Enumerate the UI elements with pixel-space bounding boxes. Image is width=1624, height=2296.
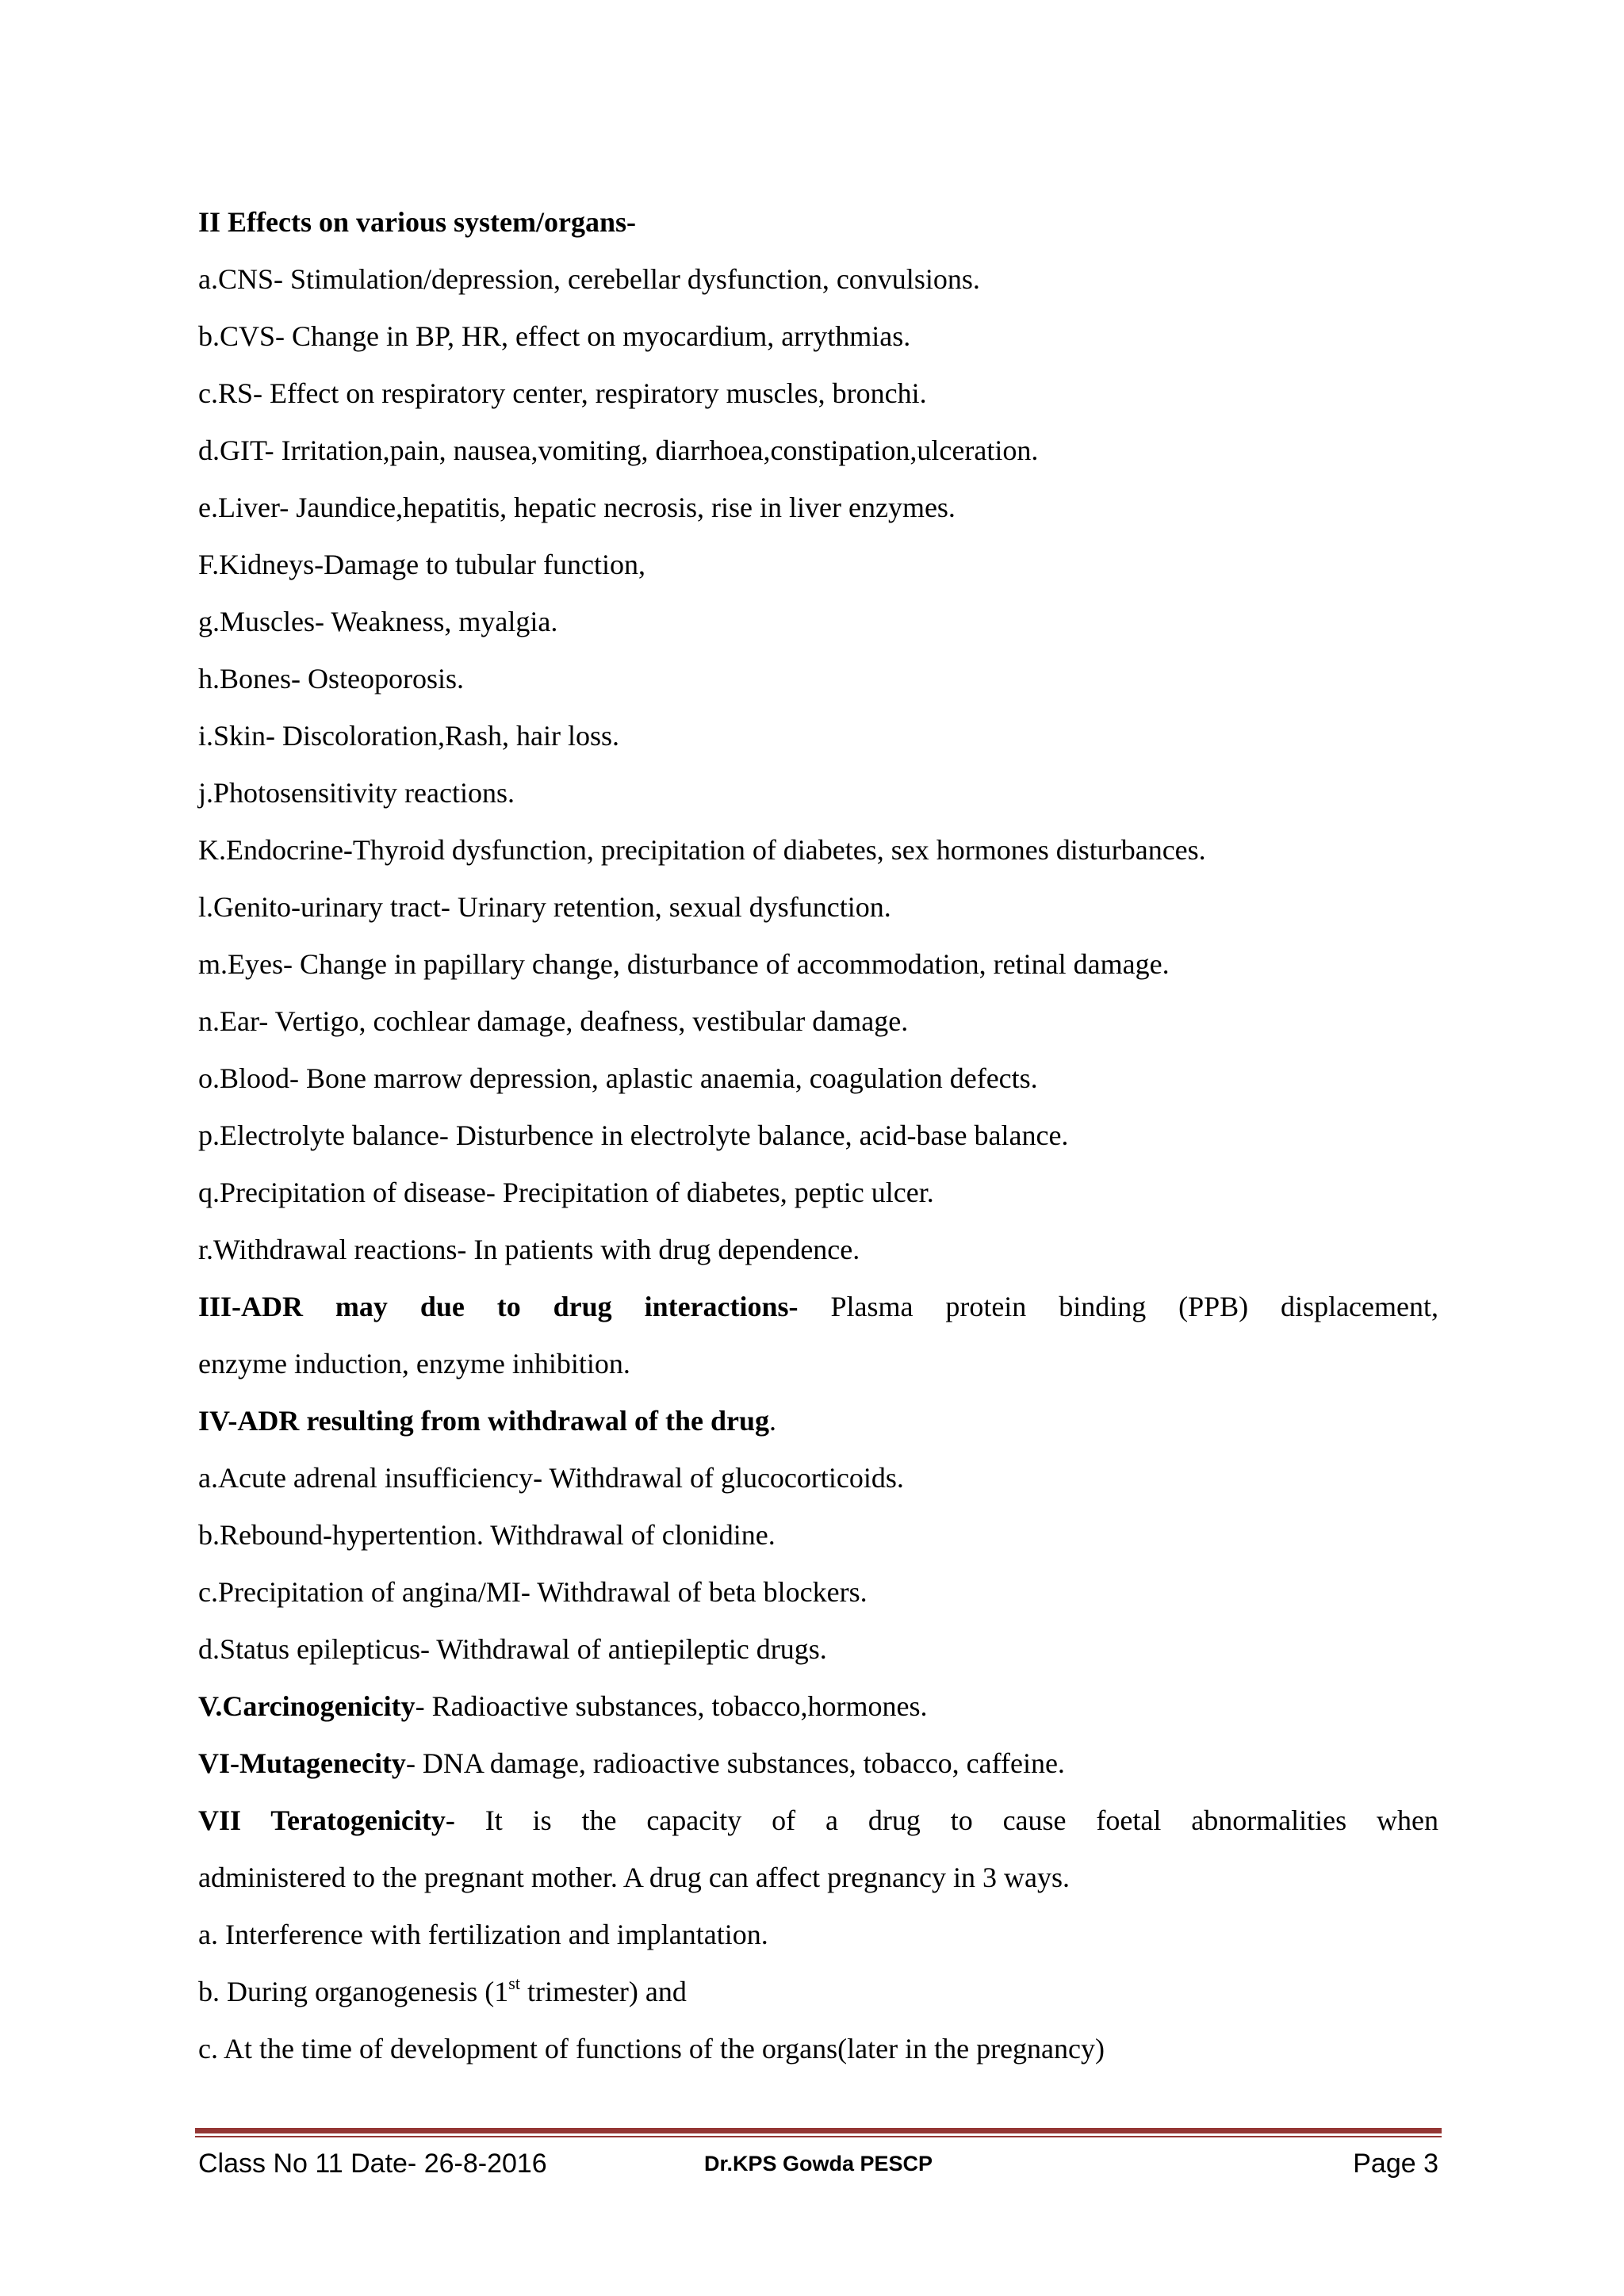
list-item: c.Precipitation of angina/MI- Withdrawal of beta blockers. [198,1576,868,1608]
page-footer [198,2149,1438,2188]
page-content [198,193,1438,2077]
list-item: F.Kidneys-Damage to tubular function, [198,549,645,580]
list-item: h.Bones- Osteoporosis. [198,663,464,695]
list-item: b. During organogenesis (1st trimester) and [198,1973,687,2007]
list-item: o.Blood- Bone marrow depression, aplastic anaemia, coagulation defects. [198,1062,1038,1094]
list-item: g.Muscles- Weakness, myalgia. [198,606,558,637]
list-item: a.CNS- Stimulation/depression, cerebellar dysfunction, convulsions. [198,263,980,295]
paragraph-teratogenicity: VII Teratogenicity- It is the capacity of a drug to cause foetal abnormalities when [198,1804,1439,1836]
list-item: m.Eyes- Change in papillary change, disturbance of accommodation, retinal damage. [198,948,1170,980]
list-item: p.Electrolyte balance- Disturbence in electrolyte balance, acid-base balance. [198,1119,1069,1151]
list-item: a. Interference with fertilization and implantation. [198,1919,768,1950]
interactions-title: III-ADR may due to drug interactions- [198,1291,799,1322]
paragraph-teratogenicity-cont: administered to the pregnant mother. A drug can affect pregnancy in 3 ways. [198,1862,1071,1893]
list-item: b.Rebound-hypertention. Withdrawal of clonidine. [198,1519,776,1551]
section-carcinogenicity: V.Carcinogenicity- Radioactive substances, tobacco,hormones. [198,1690,928,1722]
paragraph-interactions [198,1278,1438,1335]
teratogenicity-title: VII Teratogenicity- [198,1804,455,1836]
section-heading-effects: II Effects on various system/organs- [198,206,636,238]
section-mutagenecity: VI-Mutagenecity- DNA damage, radioactive substances, tobacco, caffeine. [198,1747,1065,1779]
list-item: q.Precipitation of disease- Precipitation of diabetes, peptic ulcer. [198,1177,934,1208]
list-item: K.Endocrine-Thyroid dysfunction, precipitation of diabetes, sex hormones disturbances. [198,834,1206,866]
interactions-text: Plasma protein binding (PPB) displacement, [798,1291,1438,1322]
list-item: j.Photosensitivity reactions. [198,777,515,809]
list-item: b.CVS- Change in BP, HR, effect on myocardium, arrythmias. [198,320,911,352]
footer-class-date: Class No 11 Date- 26-8-2016 [198,2149,547,2179]
footer-page-number: Page 3 [1353,2149,1438,2179]
list-item: n.Ear- Vertigo, cochlear damage, deafness, vestibular damage. [198,1005,909,1037]
list-item: e.Liver- Jaundice,hepatitis, hepatic necrosis, rise in liver enzymes. [198,492,956,523]
footer-rule-thin [195,2136,1442,2137]
list-item: c. At the time of development of functions of the organs(later in the pregnancy) [198,2033,1105,2064]
list-item: l.Genito-urinary tract- Urinary retention, sexual dysfunction. [198,891,891,923]
paragraph-interactions-cont: enzyme induction, enzyme inhibition. [198,1348,630,1380]
footer-author: Dr.KPS Gowda PESCP [703,2152,933,2175]
footer-rule-thick [195,2128,1442,2133]
list-item: a.Acute adrenal insufficiency- Withdrawal of glucocorticoids. [198,1462,904,1494]
list-item: r.Withdrawal reactions- In patients with drug dependence. [198,1234,860,1265]
list-item: d.GIT- Irritation,pain, nausea,vomiting, diarrhoea,constipation,ulceration. [198,434,1039,466]
list-item: i.Skin- Discoloration,Rash, hair loss. [198,720,619,752]
section-heading-withdrawal: IV-ADR resulting from withdrawal of the drug. [198,1405,776,1437]
list-item: c.RS- Effect on respiratory center, respiratory muscles, bronchi. [198,377,927,409]
list-item: d.Status epilepticus- Withdrawal of antiepileptic drugs. [198,1633,827,1665]
